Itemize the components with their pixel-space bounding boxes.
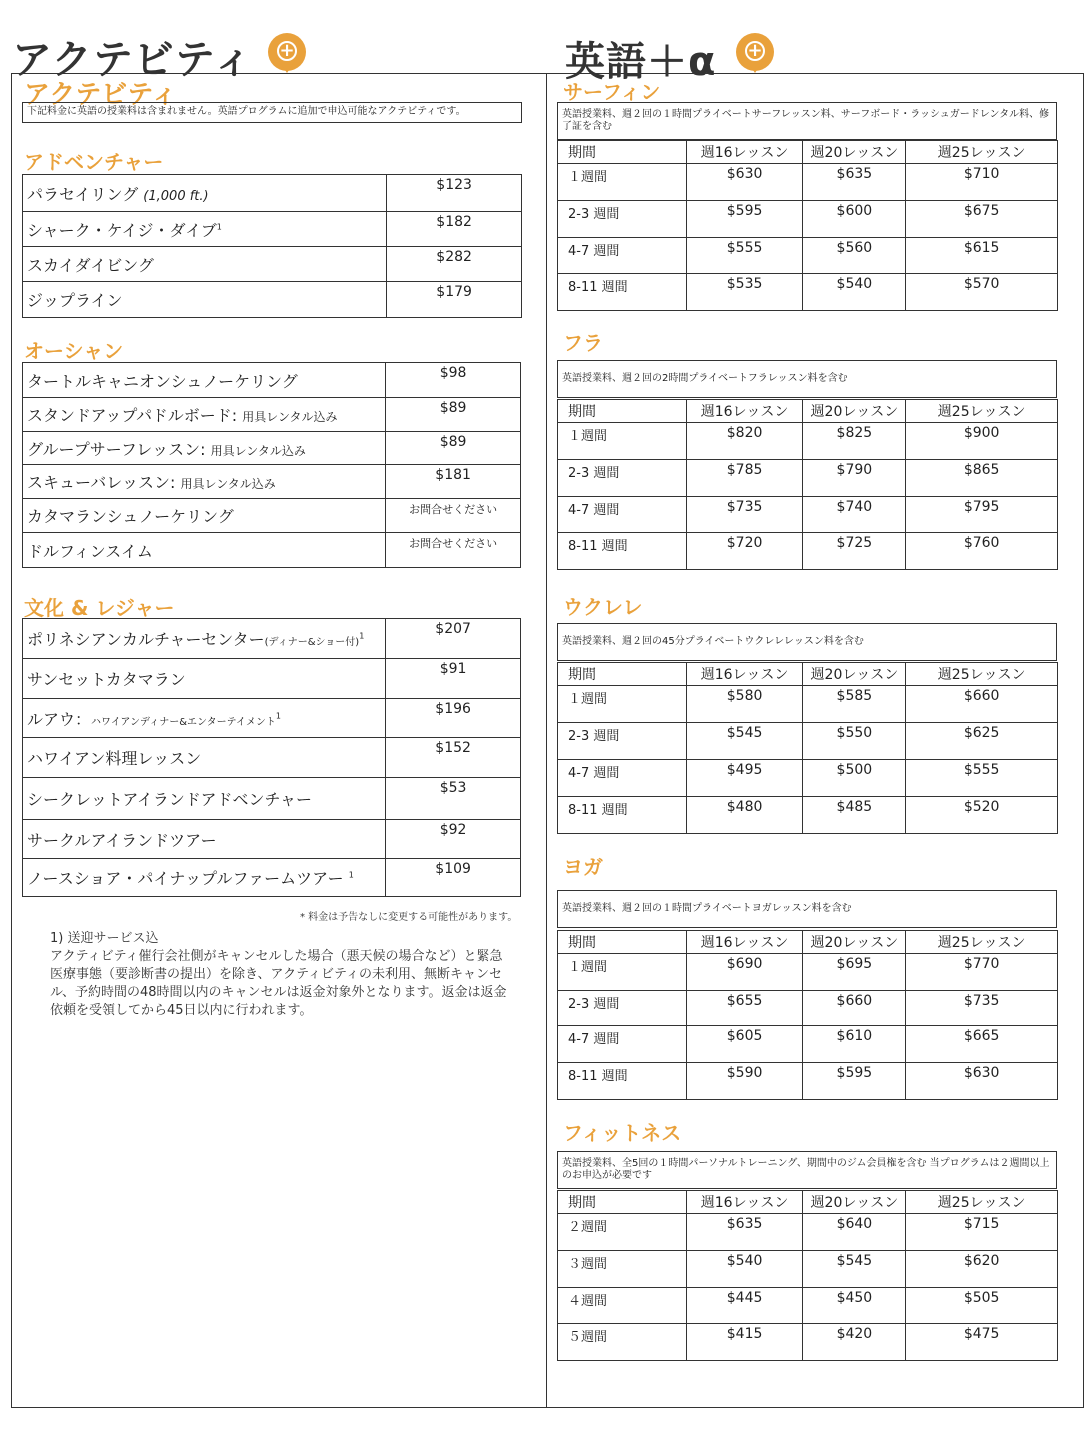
column-header: 週16レッスン <box>686 1191 803 1214</box>
program-desc-surfing <box>557 102 1057 140</box>
table-header-row <box>558 1191 1058 1214</box>
column-header: 週20レッスン <box>803 400 906 423</box>
column-header: 期間 <box>558 663 687 686</box>
table-row: スカイダイビング $282 <box>23 247 522 282</box>
price-cell: $415 <box>686 1324 803 1361</box>
program-desc-text: 英語授業料、全5回の１時間パーソナルトレーニング、期間中のジム会員権を含む 当プログラムは２週間以上のお申込が必要です <box>562 1158 1050 1181</box>
price-cell: $480 <box>686 797 803 834</box>
price-cell: $585 <box>803 686 906 723</box>
column-header: 週20レッスン <box>803 1191 906 1214</box>
program-table-hula <box>557 399 1058 570</box>
table-header-row <box>558 141 1058 164</box>
price-cell: $740 <box>803 497 906 533</box>
price-cell: $640 <box>803 1214 906 1251</box>
program-table-fitness <box>557 1190 1058 1361</box>
period-cell: ３週間 <box>558 1251 687 1288</box>
table-row <box>558 274 1058 311</box>
period-cell: ５週間 <box>558 1324 687 1361</box>
price-cell: $720 <box>686 533 803 570</box>
table-row <box>558 238 1058 274</box>
table-row: タートルキャニオンシュノーケリング $98 <box>23 363 521 398</box>
price-cell: $590 <box>686 1063 803 1100</box>
page-title-english-plus: 英語＋α <box>565 39 717 85</box>
period-cell: １週間 <box>558 954 687 991</box>
column-header: 週20レッスン <box>803 141 906 164</box>
table-row: シークレットアイランドアドベンチャー $53 <box>23 778 521 820</box>
price-cell: $595 <box>686 201 803 238</box>
program-desc-text: 英語授業料、週２回の45分プライベートウクレレレッスン料を含む <box>562 636 864 647</box>
table-row: ドルフィンスイム お問合せください <box>23 533 521 568</box>
price-cell: $475 <box>906 1324 1058 1361</box>
program-desc-fitness <box>557 1151 1057 1189</box>
price-cell: $420 <box>803 1324 906 1361</box>
price-cell: $735 <box>686 497 803 533</box>
price-cell: $770 <box>906 954 1058 991</box>
program-desc-text: 英語授業料、週２回の１時間プライベートヨガレッスン料を含む <box>562 903 852 914</box>
price-cell: $555 <box>906 760 1058 797</box>
adventure-table <box>22 174 522 318</box>
table-row: シャーク・ケイジ・ダイブ$^1$ $182 <box>23 212 522 247</box>
table-row <box>558 201 1058 238</box>
column-header: 週20レッスン <box>803 931 906 954</box>
price-cell: $660 <box>803 991 906 1026</box>
activities-intro: 下記料金に英語の授業料は含まれません。英語プログラムに追加で申込可能なアクテビティです。 <box>22 102 522 123</box>
section-title-adventure: アドベンチャー <box>24 150 164 174</box>
period-cell: 2-3 週間 <box>558 991 687 1026</box>
program-desc-yoga <box>557 890 1057 928</box>
price-cell: $520 <box>906 797 1058 834</box>
period-cell: 4-7 週間 <box>558 238 687 274</box>
price-cell: $710 <box>906 164 1058 201</box>
period-cell: 2-3 週間 <box>558 201 687 238</box>
table-row <box>558 1214 1058 1251</box>
price-cell: $615 <box>906 238 1058 274</box>
price-cell: $580 <box>686 686 803 723</box>
footnote-title: 1) 送迎サービス込 <box>50 931 159 946</box>
column-header: 週25レッスン <box>906 931 1058 954</box>
table-row <box>558 1026 1058 1063</box>
column-header: 期間 <box>558 141 687 164</box>
period-cell: 2-3 週間 <box>558 723 687 760</box>
program-table-ukulele <box>557 662 1058 834</box>
column-header: 期間 <box>558 400 687 423</box>
price-cell: $665 <box>906 1026 1058 1063</box>
table-header-row <box>558 663 1058 686</box>
price-cell: $485 <box>803 797 906 834</box>
column-header: 週20レッスン <box>803 663 906 686</box>
price-cell: $620 <box>906 1251 1058 1288</box>
price-cell: $695 <box>803 954 906 991</box>
price-cell: $785 <box>686 460 803 497</box>
table-row: スキューバレッスン: 用具レンタル込み $181 <box>23 465 521 499</box>
section-title-culture: 文化 & レジャー <box>24 596 175 620</box>
period-cell: 2-3 週間 <box>558 460 687 497</box>
table-row <box>558 497 1058 533</box>
program-title-ukulele: ウクレレ <box>563 595 643 619</box>
table-row <box>558 1324 1058 1361</box>
price-cell: $675 <box>906 201 1058 238</box>
column-header: 週25レッスン <box>906 663 1058 686</box>
price-cell: $820 <box>686 423 803 460</box>
price-cell: $760 <box>906 533 1058 570</box>
price-cell: $450 <box>803 1288 906 1324</box>
table-row <box>558 533 1058 570</box>
table-row: パラセイリング (1,000 ft.) $123 <box>23 175 522 212</box>
table-row: カタマランシュノーケリング お問合せください <box>23 499 521 533</box>
price-cell: $505 <box>906 1288 1058 1324</box>
price-cell: $555 <box>686 238 803 274</box>
table-row <box>558 1288 1058 1324</box>
program-table-yoga <box>557 930 1058 1100</box>
price-cell: $540 <box>686 1251 803 1288</box>
column-header: 期間 <box>558 931 687 954</box>
table-header-row <box>558 400 1058 423</box>
period-cell: ２週間 <box>558 1214 687 1251</box>
price-cell: $865 <box>906 460 1058 497</box>
price-cell: $795 <box>906 497 1058 533</box>
table-row: スタンドアップパドルボード: 用具レンタル込み $89 <box>23 398 521 432</box>
table-row: ルアウ：ハワイアンディナー&エンターテイメント$^1$ $196 <box>23 699 521 738</box>
table-row: サンセットカタマラン $91 <box>23 659 521 699</box>
period-cell: 4-7 週間 <box>558 760 687 797</box>
table-row <box>558 1251 1058 1288</box>
table-row: ハワイアン料理レッスン $152 <box>23 738 521 778</box>
period-cell: １週間 <box>558 423 687 460</box>
column-header: 週25レッスン <box>906 141 1058 164</box>
program-desc-text: 英語授業料、週２回の2時間プライベートフラレッスン料を含む <box>562 373 848 384</box>
price-cell: $545 <box>686 723 803 760</box>
program-desc-ukulele <box>557 623 1057 661</box>
period-cell: 8-11 週間 <box>558 797 687 834</box>
period-cell: １週間 <box>558 164 687 201</box>
price-cell: $635 <box>803 164 906 201</box>
column-header: 週16レッスン <box>686 931 803 954</box>
price-cell: $715 <box>906 1214 1058 1251</box>
table-row <box>558 991 1058 1026</box>
price-cell: $500 <box>803 760 906 797</box>
period-cell: 8-11 週間 <box>558 1063 687 1100</box>
price-cell: $725 <box>803 533 906 570</box>
period-cell: ４週間 <box>558 1288 687 1324</box>
table-row <box>558 460 1058 497</box>
period-cell: 8-11 週間 <box>558 533 687 570</box>
column-header: 週25レッスン <box>906 400 1058 423</box>
program-desc-text: 英語授業料、週２回の１時間プライベートサーフレッスン料、サーフボード・ラッシュガードレンタル料、修了証を含む <box>562 109 1050 132</box>
column-header: 週16レッスン <box>686 663 803 686</box>
column-header: 週25レッスン <box>906 1191 1058 1214</box>
program-title-hula: フラ <box>563 331 603 355</box>
page-title-activities: アクテビティ <box>12 37 254 83</box>
price-cell: $605 <box>686 1026 803 1063</box>
table-row: ノースショア・パイナップルファームツアー $^1$ $109 <box>23 859 521 897</box>
map-pin-plus-icon: + <box>268 33 306 71</box>
price-cell: $900 <box>906 423 1058 460</box>
table-row <box>558 760 1058 797</box>
table-row <box>558 797 1058 834</box>
program-title-fitness: フィットネス <box>563 1121 682 1145</box>
footnote-body: アクティビティ催行会社側がキャンセルした場合（悪天候の場合など）と緊急医療事態（要診断書の提出）を除き、アクティビティの未利用、無断キャンセル、予約時間の48時間以内のキャンセルは返金対象外となります。返金は返金依頼を受領してから45日以内に行われます。 <box>50 949 507 1018</box>
period-cell: 4-7 週間 <box>558 497 687 533</box>
price-cell: $825 <box>803 423 906 460</box>
activities-heading: アクテビティ <box>24 80 178 110</box>
program-title-yoga: ヨガ <box>563 855 603 879</box>
price-cell: $690 <box>686 954 803 991</box>
ocean-table <box>22 362 521 568</box>
column-header: 期間 <box>558 1191 687 1214</box>
table-row <box>558 686 1058 723</box>
price-cell: $560 <box>803 238 906 274</box>
price-cell: $630 <box>686 164 803 201</box>
table-row: サークルアイランドツアー $92 <box>23 820 521 859</box>
price-cell: $495 <box>686 760 803 797</box>
table-row <box>558 954 1058 991</box>
period-cell: 4-7 週間 <box>558 1026 687 1063</box>
price-cell: $610 <box>803 1026 906 1063</box>
table-row: グループサーフレッスン: 用具レンタル込み $89 <box>23 432 521 465</box>
price-cell: $545 <box>803 1251 906 1288</box>
map-pin-plus-icon: + <box>736 33 774 71</box>
price-cell: $600 <box>803 201 906 238</box>
price-cell: $790 <box>803 460 906 497</box>
price-cell: $630 <box>906 1063 1058 1100</box>
price-cell: $540 <box>803 274 906 311</box>
price-cell: $625 <box>906 723 1058 760</box>
period-cell: １週間 <box>558 686 687 723</box>
program-table-surfing <box>557 140 1058 311</box>
price-cell: $595 <box>803 1063 906 1100</box>
column-header: 週16レッスン <box>686 400 803 423</box>
table-row <box>558 1063 1058 1100</box>
price-cell: $660 <box>906 686 1058 723</box>
table-row: ポリネシアンカルチャーセンター(ディナー&ショー付)$^1$ $207 <box>23 619 521 659</box>
table-row <box>558 164 1058 201</box>
program-desc-hula <box>557 360 1057 398</box>
price-change-note: * 料金は予告なしに変更する可能性があります。 <box>300 912 518 923</box>
table-row: ジップライン $179 <box>23 282 522 318</box>
price-cell: $550 <box>803 723 906 760</box>
price-cell: $655 <box>686 991 803 1026</box>
culture-table <box>22 618 521 897</box>
price-cell: $445 <box>686 1288 803 1324</box>
price-cell: $635 <box>686 1214 803 1251</box>
table-row <box>558 423 1058 460</box>
price-cell: $570 <box>906 274 1058 311</box>
table-row <box>558 723 1058 760</box>
program-title-surfing: サーフィン <box>563 80 661 104</box>
period-cell: 8-11 週間 <box>558 274 687 311</box>
column-divider <box>546 73 547 1407</box>
table-header-row <box>558 931 1058 954</box>
price-cell: $735 <box>906 991 1058 1026</box>
price-cell: $535 <box>686 274 803 311</box>
column-header: 週16レッスン <box>686 141 803 164</box>
section-title-ocean: オーシャン <box>24 339 124 363</box>
